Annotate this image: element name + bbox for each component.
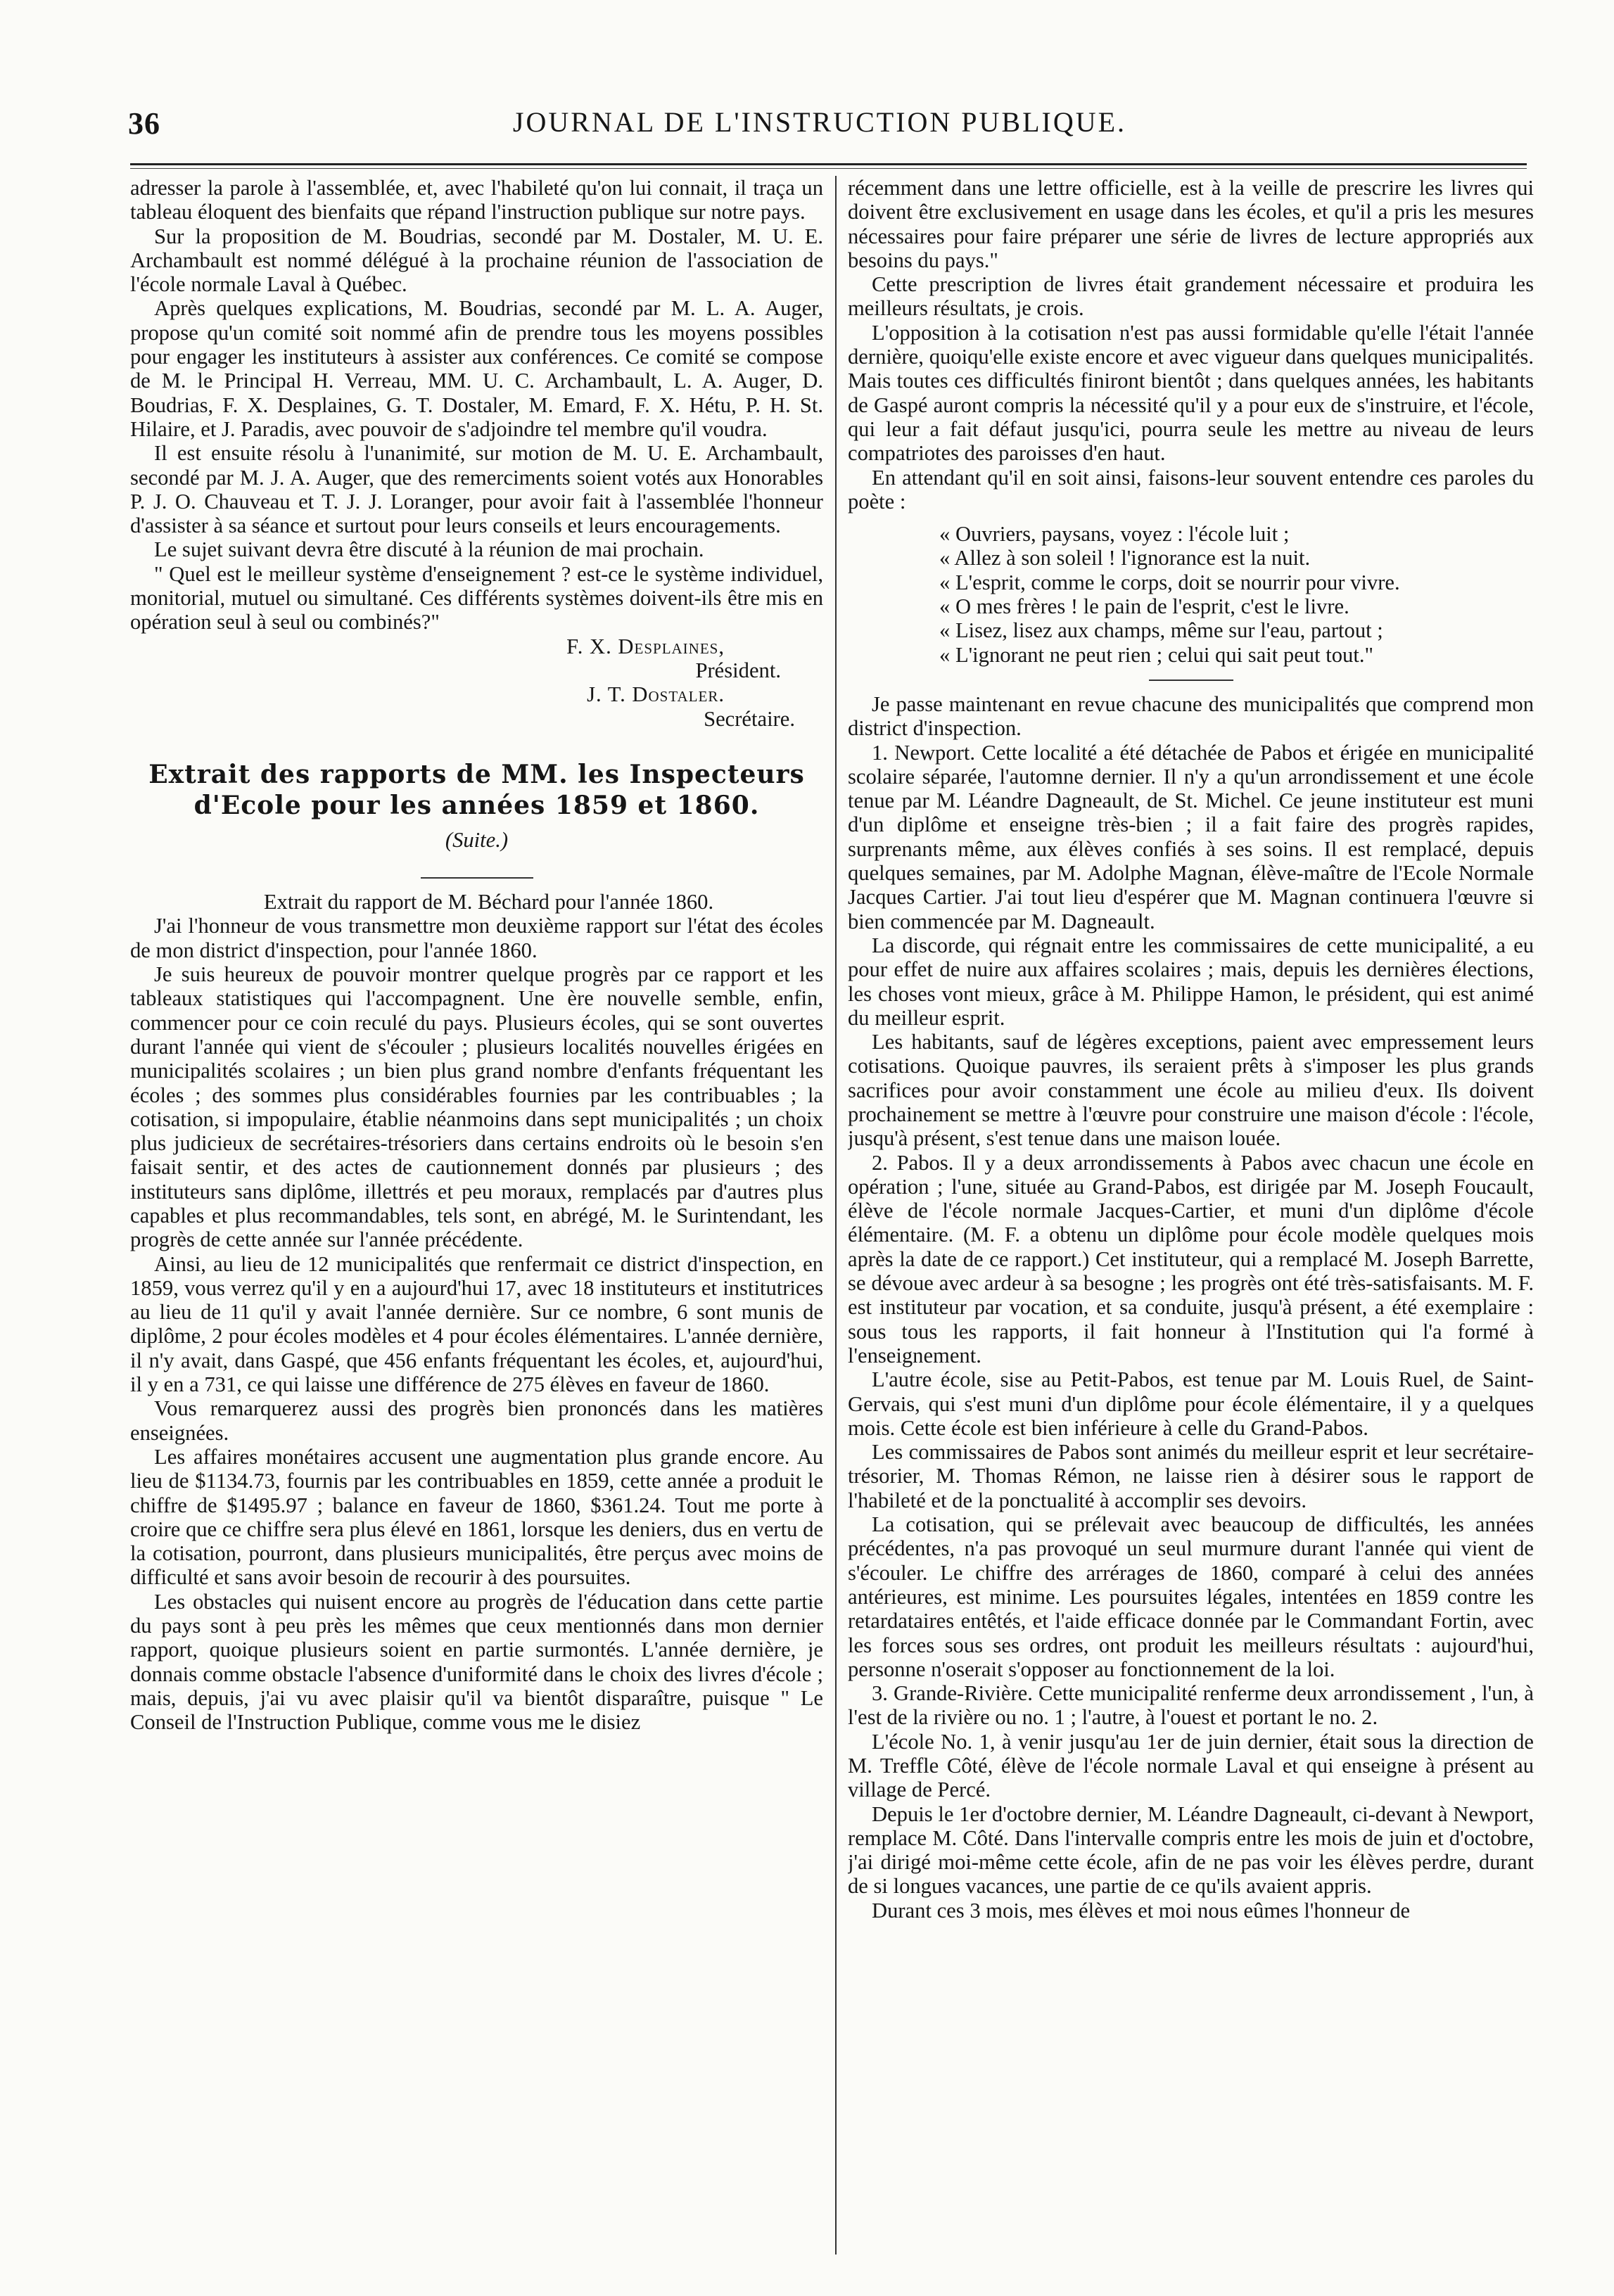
paragraph: 3. Grande-Rivière. Cette municipalité renferme deux arrondissement , l'un, à l'est de la rivière ou no. 1 ; l'autre, à l'ouest et portant le no. 2.: [848, 1681, 1534, 1730]
poem-line: « L'ignorant ne peut rien ; celui qui sait peut tout.": [939, 642, 1373, 667]
paragraph: récemment dans une lettre officielle, est à la veille de prescrire les livres qui doivent être exclusivement en usage dans les écoles, et qu'il a pris les mesures nécessaires pour faire préparer une série de livres de lecture appropriés aux besoins du pays.": [848, 176, 1534, 272]
poem-line: « L'esprit, comme le corps, doit se nourrir pour vivre.: [939, 570, 1400, 594]
paragraph: 2. Pabos. Il y a deux arrondissements à Pabos avec chacun une école en opération ; l'une, située au Grand-Pabos, est dirigée par M. Joseph Foucault, élève de l'école normale Jacques-Cartier, et muni d'un diplôme d'école élémentaire. (M. F. a obtenu un diplôme pour école modèle quelques mois après la date de ce rapport.) Cet instituteur, qui a remplacé M. Joseph Barrette, se dévoue avec ardeur à sa besogne ; les progrès ont été très-satisfaisants. M. F. est instituteur par vocation, et sa conduite, jusqu'à présent, a été exemplaire : sous tous les rapports, il fait honneur à l'Institution qui l'a formé à l'enseignement.: [848, 1150, 1534, 1367]
poem: [848, 522, 1534, 667]
paragraph: Les commissaires de Pabos sont animés du meilleur esprit et leur secrétaire-trésorier, M. Thomas Rémon, ne laisse rien à désirer sous le rapport de l'habileté et de la ponctualité à accomplir ses devoirs.: [848, 1440, 1534, 1512]
header-rule-thin: [130, 168, 1527, 169]
paragraph: Les habitants, sauf de légères exceptions, paient avec empressement leurs cotisations. Quoique pauvres, ils seraient prêts à s'imposer les plus grands sacrifices pour avoir constamment une école au milieu d'eux. Ils doivent prochainement se mettre à l'œuvre pour construire une maison d'école : l'école, jusqu'à présent, s'est tenue dans une maison louée.: [848, 1030, 1534, 1151]
poem-rule: [1149, 680, 1233, 681]
paragraph: Vous remarquerez aussi des progrès bien prononcés dans les matières enseignées.: [130, 1396, 823, 1445]
paragraph: J'ai l'honneur de vous transmettre mon deuxième rapport sur l'état des écoles de mon district d'inspection, pour l'année 1860.: [130, 914, 823, 962]
left-column: [130, 176, 823, 2254]
signature-role: Secrétaire.: [704, 706, 795, 731]
paragraph: En attendant qu'il en soit ainsi, faisons-leur souvent entendre ces paroles du poète :: [848, 465, 1534, 514]
paragraph: Il est ensuite résolu à l'unanimité, sur motion de M. U. E. Archambault, secondé par M. J. A. Auger, que des remerciments soient votés aux Honorables P. J. O. Chauveau et T. J. J. Loranger, pour avoir fait à l'assemblée l'honneur d'assister à sa séance et surtout pour leurs conseils et leurs encouragements.: [130, 441, 823, 538]
poem-line: « O mes frères ! le pain de l'esprit, c'est le livre.: [939, 594, 1349, 619]
paragraph: L'opposition à la cotisation n'est pas aussi formidable qu'elle l'était l'année dernière, quoiqu'elle existe encore et avec vigueur dans quelques municipalités. Mais toutes ces difficultés finiront bientôt ; dans quelques années, les habitants de Gaspé auront compris la nécessité qu'il y a pour eux de s'instruire, et l'école, qui leur a fait défaut jusqu'ici, pourra seule les mettre au niveau de leurs compatriotes des paroisses d'en haut.: [848, 320, 1534, 466]
right-column: [848, 176, 1534, 2254]
paragraph: Je suis heureux de pouvoir montrer quelque progrès par ce rapport et les tableaux statistiques qui l'accompagnent. Une ère nouvelle semble, enfin, commencer pour ce coin reculé du pays. Plusieurs écoles, qui se sont ouvertes durant l'année qui vient de s'écouler ; plusieurs localités nouvelles érigées en municipalités scolaires ; un bien plus grand nombre d'enfants fréquentant les écoles ; des sommes plus considérables fournies par les contribuables ; la cotisation, si impopulaire, établie néanmoins dans sept municipalités ; un choix plus judicieux de secrétaires-trésoriers dans certains endroits où le besoin s'en faisait sentir, et des actes de cautionnement donnés par plusieurs ; des instituteurs sans diplôme, illettrés et peu moraux, remplacés par d'autres plus capables et plus recommandables, tels sont, en abrégé, M. le Surintendant, les progrès de cette année sur l'année précédente.: [130, 962, 823, 1252]
section-heading: Extrait des rapports de MM. les Inspecteurs d'Ecole pour les années 1859 et 1860.: [148, 759, 805, 820]
paragraph: Le sujet suivant devra être discuté à la réunion de mai prochain.: [154, 537, 704, 562]
paragraph: Après quelques explications, M. Boudrias, secondé par M. L. A. Auger, propose qu'un comité soit nommé afin de prendre tous les moyens possibles pour engager les instituteurs à assister aux conférences. Ce comité se compose de M. le Principal H. Verreau, MM. U. C. Archambault, L. A. Auger, D. Boudrias, F. X. Desplaines, G. T. Dostaler, M. Emard, F. X. Hétu, P. H. St. Hilaire, et J. Paradis, avec pouvoir de s'adjoindre tel membre qu'il voudra.: [130, 296, 823, 441]
poem-line: « Lisez, lisez aux champs, même sur l'eau, partout ;: [939, 618, 1383, 643]
paragraph: L'autre école, sise au Petit-Pabos, est tenue par M. Louis Ruel, de Saint-Gervais, qui s'est muni d'un diplôme pour école élémentaire, il y a quelques mois. Cette école est bien inférieure à celle du Grand-Pabos.: [848, 1367, 1534, 1440]
signature-name: J. T. Dostaler.: [587, 682, 725, 707]
paragraph: Ainsi, au lieu de 12 municipalités que renfermait ce district d'inspection, en 1859, vous verrez qu'il y en a aujourd'hui 17, avec 18 instituteurs et institutrices au lieu de 11 qu'il y avait l'année dernière. Sur ce nombre, 6 sont munis de diplôme, 2 pour écoles modèles et 4 pour écoles élémentaires. L'année dernière, il n'y avait, dans Gaspé, que 456 enfants fréquentant les écoles, et, aujourd'hui, il y en a 731, ce qui laisse une différence de 275 élèves en faveur de 1860.: [130, 1251, 823, 1397]
section-continued: (Suite.): [445, 827, 509, 852]
signature-role: Président.: [695, 658, 781, 682]
paragraph: " Quel est le meilleur système d'enseignement ? est-ce le système individuel, monitorial, mutuel ou simultané. Ces différents systèmes doivent-ils être mis en opération seul à seul ou combinés?": [130, 561, 823, 634]
section-rule: [421, 877, 533, 879]
poem-line: « Allez à son soleil ! l'ignorance est la nuit.: [939, 546, 1311, 570]
paragraph: Durant ces 3 mois, mes élèves et moi nous eûmes l'honneur de: [872, 1898, 1411, 1922]
signature-name: F. X. Desplaines,: [566, 634, 725, 658]
paragraph: La cotisation, qui se prélevait avec beaucoup de difficultés, les années précédentes, n'a pas provoqué un seul murmure durant l'année qui vient de s'écouler. Le chiffre des arrérages de 1860, comparé à celui des années antérieures, est minime. Les poursuites légales, intentées en 1859 contre les retardataires entêtés, et l'aide efficace donnée par le Commandant Fortin, avec les forces sous ses ordres, ont produit les meilleurs résultats : aujourd'hui, personne n'oserait s'opposer au fonctionnement de la loi.: [848, 1512, 1534, 1681]
report-subtitle: Extrait du rapport de M. Béchard pour l'année 1860.: [263, 890, 714, 914]
paragraph: Cette prescription de livres était grandement nécessaire et produira les meilleurs résultats, je crois.: [848, 272, 1534, 321]
paragraph: Depuis le 1er d'octobre dernier, M. Léandre Dagneault, ci-devant à Newport, remplace M. Côté. Dans l'intervalle compris entre les mois de juin et d'octobre, j'ai dirigé moi-même cette école, afin de ne pas voir les élèves perdre, durant de si longues vacances, une partie de ce qu'ils avaient appris.: [848, 1801, 1534, 1899]
paragraph: L'école No. 1, à venir jusqu'au 1er de juin dernier, était sous la direction de M. Treffle Côté, élève de l'école normale Laval et qui enseigne à présent au village de Percé.: [848, 1729, 1534, 1802]
header-rule: [130, 163, 1527, 165]
running-title: JOURNAL DE L'INSTRUCTION PUBLIQUE.: [512, 106, 1127, 138]
paragraph: 1. Newport. Cette localité a été détachée de Pabos et érigée en municipalité scolaire séparée, l'automne dernier. Il n'y a qu'un arrondissement et une école tenue par M. Léandre Dagneault, de St. Michel. Ce jeune instituteur est muni d'un diplôme et enseigne très-bien ; il a fait faire des progrès rapides, surprenants même, aux élèves confiés à ses soins. Il est remplacé, depuis quelques semaines, par M. Adolphe Magnan, élève-maître de l'Ecole Normale Jacques Cartier. J'ai tout lieu d'espérer que M. Magnan continuera l'œuvre si bien commencée par M. Dagneault.: [848, 740, 1534, 933]
paragraph: Je passe maintenant en revue chacune des municipalités que comprend mon district d'inspection.: [848, 691, 1534, 741]
poem-line: « Ouvriers, paysans, voyez : l'école luit ;: [939, 522, 1290, 547]
paragraph: La discorde, qui régnait entre les commissaires de cette municipalité, a eu pour effet de nuire aux affaires scolaires ; mais, depuis les dernières élections, les choses vont mieux, grâce à M. Philippe Hamon, le président, qui est animé du meilleur esprit.: [848, 933, 1534, 1030]
page-number: 36: [128, 106, 160, 141]
paragraph: adresser la parole à l'assemblée, et, avec l'habileté qu'on lui connait, il traça un tableau éloquent des bienfaits que répand l'instruction publique sur notre pays.: [130, 176, 823, 224]
column-divider: [835, 176, 837, 2254]
paragraph: Les affaires monétaires accusent une augmentation plus grande encore. Au lieu de $1134.73, fournis par les contribuables en 1859, cette année a produit le chiffre de $1495.97 ; balance en faveur de 1860, $361.24. Tout me porte à croire que ce chiffre sera plus élevé en 1861, lorsque les deniers, dus en vertu de la cotisation, pourront, dans plusieurs municipalités, être perçus avec moins de difficulté et sans avoir besoin de recourir à des poursuites.: [130, 1444, 823, 1590]
paragraph: Les obstacles qui nuisent encore au progrès de l'éducation dans cette partie du pays sont à peu près les mêmes que ceux mentionnés dans mon dernier rapport, quoique plusieurs soient en partie surmontés. L'année dernière, je donnais comme obstacle l'absence d'uniformité dans le choix des livres d'école ; mais, depuis, j'ai vu avec plaisir qu'il va bientôt disparaître, puisque " Le Conseil de l'Instruction Publique, comme vous me le disiez: [130, 1589, 823, 1735]
page-header: [120, 106, 1520, 155]
paragraph: Sur la proposition de M. Boudrias, secondé par M. Dostaler, M. U. E. Archambault est nommé délégué à la prochaine réunion de l'association de l'école normale Laval à Québec.: [130, 224, 823, 297]
